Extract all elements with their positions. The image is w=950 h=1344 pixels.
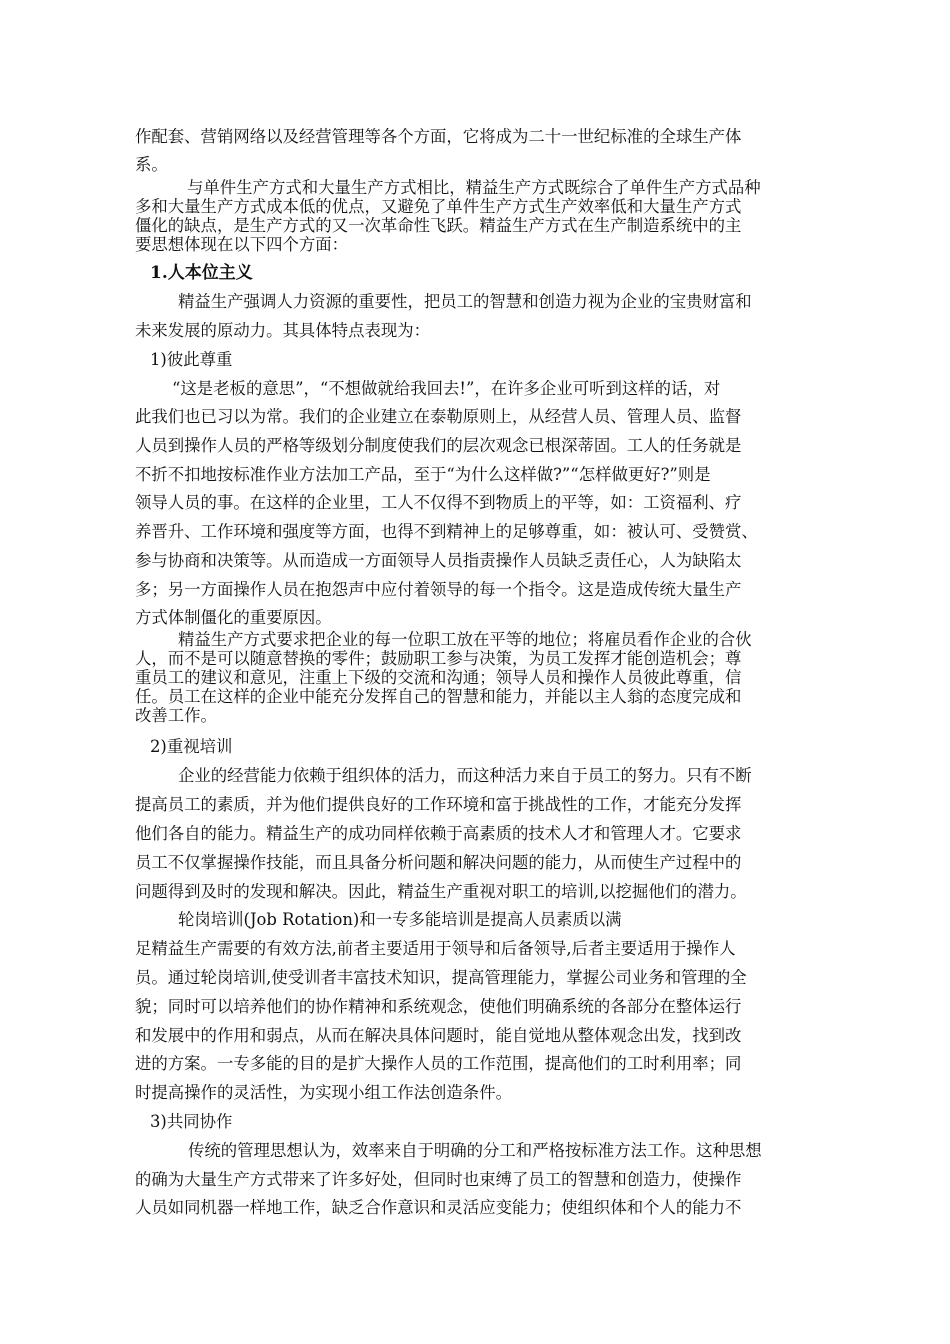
body-line: 员工不仅掌握操作技能，而且具备分析问题和解决问题的能力，从而使生产过程中的	[135, 853, 742, 872]
body-line: 传统的管理思想认为，效率来自于明确的分工和严格按标准方法工作。这种思想	[188, 1141, 762, 1160]
body-line: 足精益生产需要的有效方法,前者主要适用于领导和后备领导,后者主要适用于操作人	[135, 939, 736, 958]
body-line: 人员到操作人员的严格等级划分制度使我们的层次观念已根深蒂固。工人的任务就是	[135, 436, 742, 455]
body-line: 人员如同机器一样地工作，缺乏合作意识和灵活应变能力；使组织体和个人的能力不	[135, 1198, 742, 1217]
body-line: 的确为大量生产方式带来了许多好处，但同时也束缚了员工的智慧和创造力，使操作	[135, 1170, 742, 1189]
body-line: 参与协商和决策等。从而造成一方面领导人员指责操作人员缺乏责任心，人为缺陷太	[135, 551, 742, 570]
body-line: 轮岗培训(Job Rotation)和一专多能培训是提高人员素质以满	[178, 910, 622, 929]
body-line: 企业的经营能力依赖于组织体的活力，而这种活力来自于员工的努力。只有不断	[178, 766, 752, 785]
body-line: 不折不扣地按标准作业方法加工产品，至于“为什么这样做?”“怎样做更好?”则是	[135, 465, 711, 484]
body-line: 未来发展的原动力。其具体特点表现为：	[135, 321, 431, 340]
body-line: 方式体制僵化的重要原因。	[135, 608, 332, 627]
body-line: 任。员工在这样的企业中能充分发挥自己的智慧和能力，并能以主人翁的态度完成和	[135, 687, 742, 706]
body-line: 进的方案。一专多能的目的是扩大操作人员的工作范围，提高他们的工时利用率；同	[135, 1054, 742, 1073]
body-line: 领导人员的事。在这样的企业里，工人不仅得不到物质上的平等，如：工资福利、疗	[135, 493, 742, 512]
body-line: 系。	[135, 155, 168, 174]
body-line: 和发展中的作用和弱点，从而在解决具体问题时，能自觉地从整体观念出发，找到改	[135, 1026, 742, 1045]
subsection-heading: 2)重视培训	[150, 737, 233, 756]
body-line: “这是老板的意思”，“不想做就给我回去!”，在许多企业可听到这样的话，对	[172, 379, 721, 398]
body-line: 员。通过轮岗培训,使受训者丰富技术知识，提高管理能力，掌握公司业务和管理的全	[135, 968, 747, 987]
body-line: 改善工作。	[135, 706, 217, 725]
body-line: 重员工的建议和意见，注重上下级的交流和沟通；领导人员和操作人员彼此尊重，信	[135, 668, 742, 687]
body-line: 多；另一方面操作人员在抱怨声中应付着领导的每一个指令。这是造成传统大量生产	[135, 580, 742, 599]
body-line: 僵化的缺点，是生产方式的又一次革命性飞跃。精益生产方式在生产制造系统中的主	[135, 216, 742, 235]
body-line: 时提高操作的灵活性，为实现小组工作法创造条件。	[135, 1083, 512, 1102]
body-line: 作配套、营销网络以及经营管理等各个方面，它将成为二十一世纪标准的全球生产体	[135, 127, 742, 146]
body-line: 问题得到及时的发现和解决。因此，精益生产重视对职工的培训,以挖掘他们的潜力。	[135, 882, 747, 901]
body-line: 貌；同时可以培养他们的协作精神和系统观念，使他们明确系统的各部分在整体运行	[135, 997, 742, 1016]
body-line: 此我们也已习以为常。我们的企业建立在泰勒原则上，从经营人员、管理人员、监督	[135, 407, 742, 426]
body-line: 他们各自的能力。精益生产的成功同样依赖于高素质的技术人才和管理人才。它要求	[135, 824, 742, 843]
body-line: 与单件生产方式和大量生产方式相比，精益生产方式既综合了单件生产方式品种	[187, 178, 761, 197]
section-heading: 1.人本位主义	[150, 263, 253, 283]
body-line: 提高员工的素质，并为他们提供良好的工作环境和富于挑战性的工作，才能充分发挥	[135, 795, 742, 814]
subsection-heading: 3)共同协作	[150, 1112, 233, 1131]
body-line: 精益生产方式要求把企业的每一位职工放在平等的地位；将雇员看作企业的合伙	[178, 630, 752, 649]
body-line: 人，而不是可以随意替换的零件；鼓励职工参与决策，为员工发挥才能创造机会；尊	[135, 649, 742, 668]
subsection-heading: 1)彼此尊重	[150, 350, 233, 369]
body-line: 要思想体现在以下四个方面：	[135, 235, 349, 254]
body-line: 多和大量生产方式成本低的优点，又避免了单件生产方式生产效率低和大量生产方式	[135, 197, 742, 216]
body-line: 精益生产强调人力资源的重要性，把员工的智慧和创造力视为企业的宝贵财富和	[178, 292, 752, 311]
body-line: 养晋升、工作环境和强度等方面，也得不到精神上的足够尊重，如：被认可、受赞赏、	[135, 522, 758, 541]
